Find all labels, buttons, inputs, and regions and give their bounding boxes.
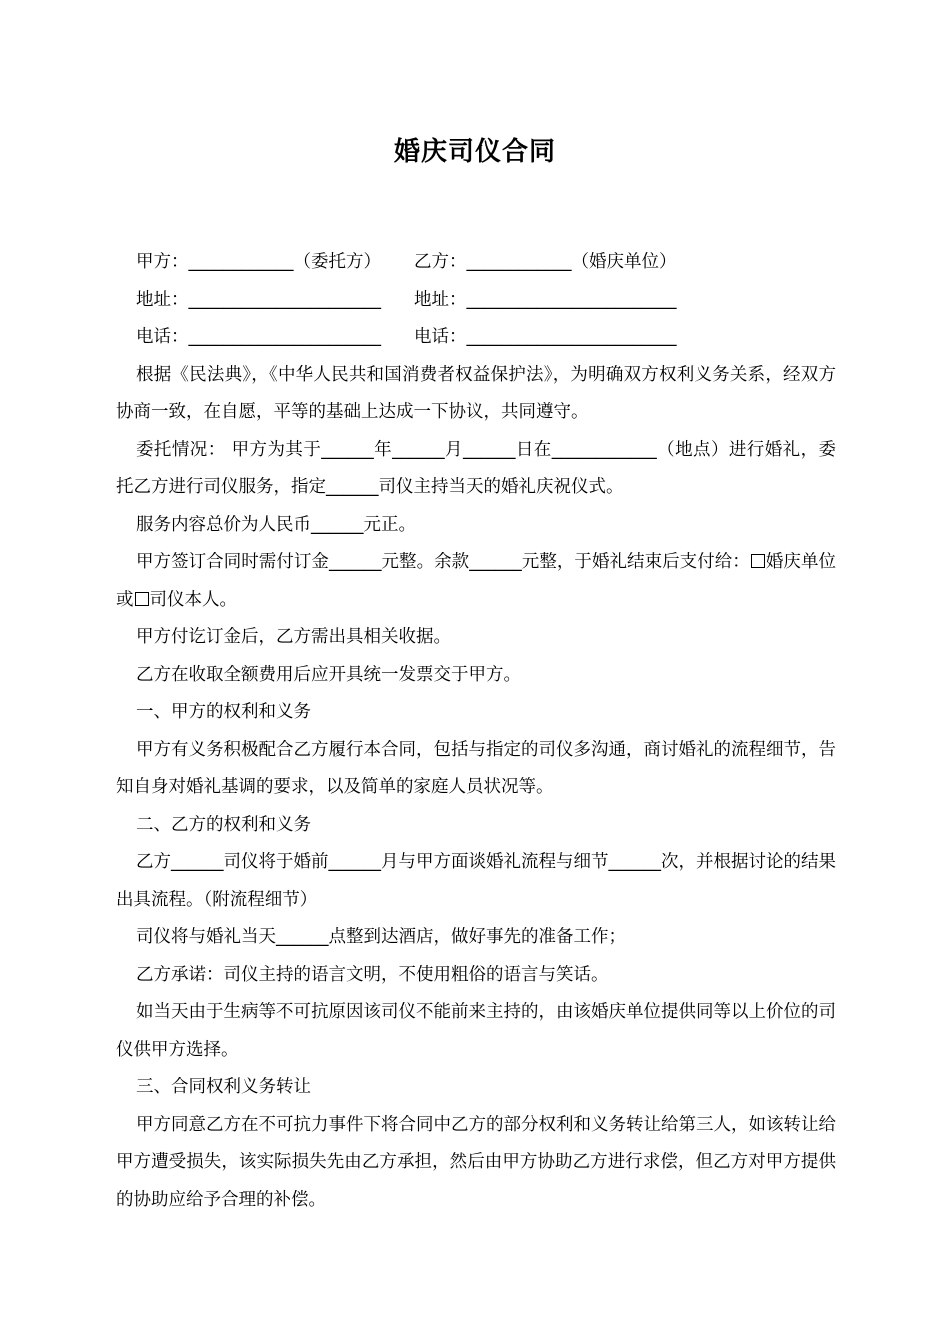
- section2-body-1: 乙方______司仪将于婚前______月与甲方面谈婚礼流程与细节______次，并根据讨论的结果出具流程。（附流程细节）: [116, 852, 836, 910]
- phone-a-label: 电话：: [136, 327, 189, 347]
- party-a-label: 甲方：: [136, 252, 189, 272]
- party-a-address: [116, 282, 414, 320]
- address-b-label: 地址：: [414, 289, 467, 310]
- section3-body: 甲方同意乙方在不可抗力事件下将合同中乙方的部分权利和义务转让给第三人，如该转让给甲方遭受损失，该实际损失先由乙方承担，然后由甲方协助乙方进行求偿，但乙方对甲方提供的协助应给予合理的补偿。: [116, 1114, 836, 1210]
- deposit-text-3: 司仪本人。: [149, 589, 237, 610]
- party-a-blank: ____________: [188, 252, 294, 272]
- document-title: 婚庆司仪合同: [393, 137, 556, 167]
- phone-a-blank: ______________________: [188, 327, 381, 347]
- party-b-address: [414, 282, 677, 320]
- address-b-blank: ________________________: [466, 289, 677, 310]
- party-b-label: 乙方：: [414, 252, 467, 272]
- party-a-phone: [116, 319, 414, 357]
- checkbox-emcee[interactable]: [135, 592, 149, 606]
- phone-b-blank: ________________________: [466, 327, 677, 347]
- phone-b-label: 电话：: [414, 327, 467, 347]
- receipt-paragraph: 甲方付讫订金后，乙方需出具相关收据。: [136, 627, 451, 647]
- intro-paragraph: 根据《民法典》，《中华人民共和国消费者权益保护法》，为明确双方权利义务关系，经双方协商一致，在自愿，平等的基础上达成一下协议，共同遵守。: [116, 364, 836, 422]
- party-address-row: [116, 282, 836, 320]
- address-a-blank: ______________________: [188, 289, 381, 310]
- party-names-row: [116, 244, 836, 282]
- party-a-role: （委托方）: [293, 252, 381, 272]
- party-b-phone: [414, 319, 677, 357]
- party-a-name: [116, 244, 414, 282]
- section3-heading: 三、合同权利义务转让: [136, 1077, 311, 1097]
- deposit-text-1: 甲方签订合同时需付订金______元整。余款______元整，于婚礼结束后支付给：: [136, 552, 750, 572]
- party-b-blank: ____________: [466, 252, 572, 272]
- checkbox-wedding-company[interactable]: [751, 554, 765, 568]
- section2-heading: 二、乙方的权利和义务: [136, 814, 311, 835]
- party-b-role: （婚庆单位）: [571, 252, 677, 272]
- document-body: [116, 244, 836, 1219]
- section2-body-4: 如当天由于生病等不可抗原因该司仪不能前来主持的，由该婚庆单位提供同等以上价位的司仪供甲方选择。: [116, 1002, 836, 1060]
- deposit-text-2: 婚庆单位或: [116, 552, 836, 610]
- section2-body-2: 司仪将与婚礼当天______点整到达酒店，做好事先的准备工作；: [136, 927, 626, 947]
- invoice-paragraph: 乙方在收取全额费用后应开具统一发票交于甲方。: [136, 664, 521, 685]
- party-phone-row: [116, 319, 836, 357]
- entrust-paragraph: 委托情况： 甲方为其于______年______月______日在____________（地点）进行婚礼，委托乙方进行司仪服务，指定______司仪主持当天的婚礼庆祝仪式。: [116, 439, 836, 497]
- party-b-name: [414, 244, 677, 282]
- price-paragraph: 服务内容总价为人民币______元正。: [136, 514, 416, 535]
- section1-body: 甲方有义务积极配合乙方履行本合同，包括与指定的司仪多沟通，商讨婚礼的流程细节，告知自身对婚礼基调的要求，以及简单的家庭人员状况等。: [116, 739, 836, 797]
- deposit-paragraph: [116, 544, 836, 619]
- section1-heading: 一、甲方的权利和义务: [136, 702, 311, 722]
- address-a-label: 地址：: [136, 289, 189, 310]
- section2-body-3: 乙方承诺：司仪主持的语言文明，不使用粗俗的语言与笑话。: [136, 964, 609, 985]
